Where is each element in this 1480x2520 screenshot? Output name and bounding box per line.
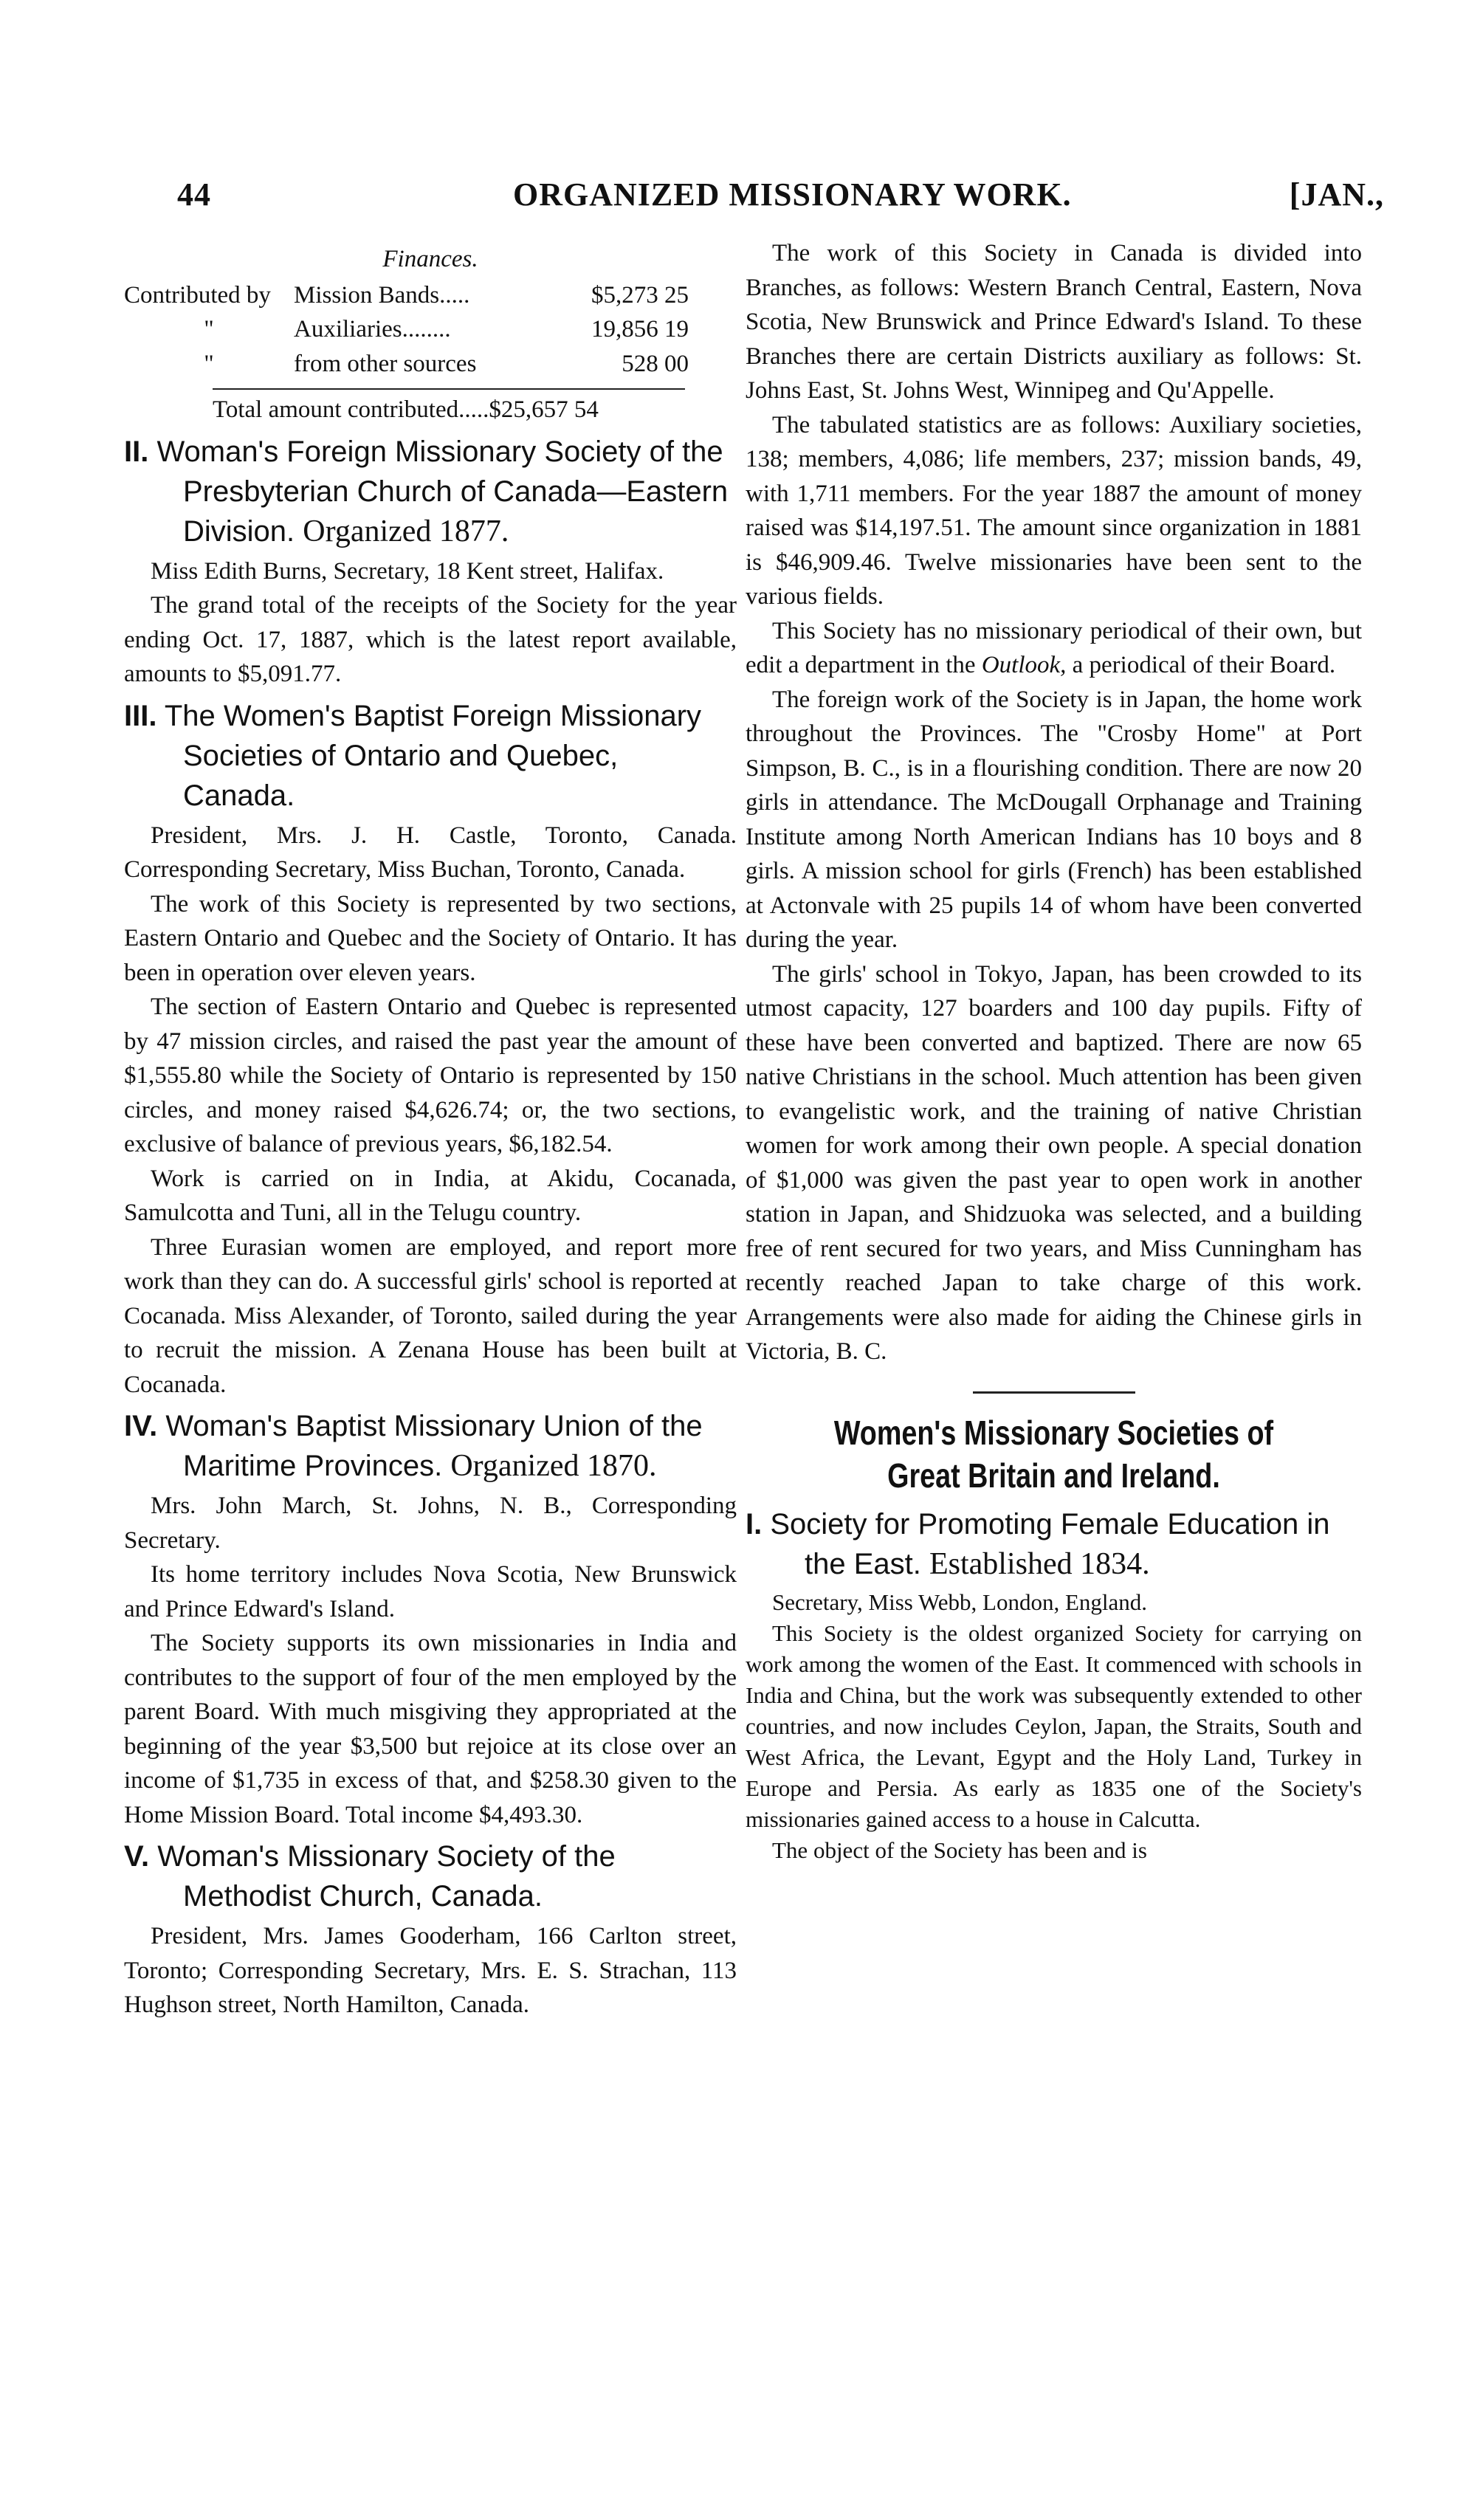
finance-row [124, 347, 737, 382]
section-established: Established 1834. [929, 1546, 1150, 1581]
finance-row-amount: 528 00 [622, 350, 689, 377]
finances-title: Finances. [382, 246, 478, 272]
paragraph: The work of this Society in Canada is divided into Branches, as follows: Western Branch Central, Eastern, Nova Scotia, New Brunswick and Prince Edward's Island. To these Branches there are certain Districts auxiliary as follows: St. Johns East, St. Johns West, Winnipeg and Qu'Appelle. [746, 240, 1362, 404]
paragraph: President, Mrs. J. H. Castle, Toronto, Canada. Corresponding Secretary, Miss Buchan, Toronto, Canada. [124, 822, 737, 883]
section-heading [124, 432, 737, 551]
paragraph: The tabulated statistics are as follows: Auxiliary societies, 138; members, 4,086; life members, 237; mission bands, 49, with 1,711 members. For the year 1887 the amount of money raised was $14,197.51. The amount since organization in 1881 is $46,909.46. Twelve missionaries have been sent to the various fields. [746, 411, 1362, 610]
section-title: Society for Promoting Female Education in the East. [770, 1507, 1330, 1580]
finance-row-label: Auxiliaries........ [294, 316, 451, 342]
section-title: Woman's Baptist Missionary Union of the Maritime Provinces. [165, 1410, 703, 1482]
paragraph-text: a periodical of their Board. [1072, 652, 1336, 678]
finance-row-label: Mission Bands..... [294, 281, 470, 309]
section-heading [124, 1836, 737, 1916]
paragraph-text: This Society has no missionary periodical of their own, but edit a department in the [746, 617, 1362, 678]
paragraph: Miss Edith Burns, Secretary, 18 Kent street, Halifax. [151, 557, 664, 585]
finance-total: Total amount contributed.....$25,657 54 [213, 388, 685, 427]
chapter-heading: Women's Missionary Societies of Great Britain and Ireland. [833, 1413, 1274, 1495]
section-heading [124, 696, 737, 816]
paragraph: The foreign work of the Society is in Japan, the home work throughout the Provinces. The "Crosby Home" at Port Simpson, B. C., is in a flourishing condition. There are now 20 girls in attendance. The McDougall Orphanage and Training Institute among North American Indians has 10 boys and 8 girls. A mission school for girls (French) has been established at Actonvale with 25 pupils 14 of whom have been converted during the year. [746, 686, 1362, 953]
section-number: IV. [124, 1410, 158, 1442]
paragraph: The girls' school in Tokyo, Japan, has been crowded to its utmost capacity, 127 boarders and 100 day pupils. Fifty of these have been converted and baptized. There are now 65 native Christians in the school. Much attention has been given to evangelistic work, and the training of native Christian women for work among their own people. A special donation of $1,000 was given the past year to open work in another station in Japan, and Shidzuoka was selected, and a building free of rent secured for two years, and Miss Cunningham has recently reached Japan to take charge of this work. Arrangements were also made for aiding the Chinese girls in Victoria, B. C. [746, 960, 1362, 1365]
periodical-title: Outlook, [981, 652, 1067, 678]
finance-row-amount: $5,273 25 [591, 281, 689, 309]
section-title: Woman's Foreign Missionary Society of the Presbyterian Church of Canada—Eastern Division. [156, 435, 729, 548]
finance-row-prefix: Contributed by [124, 281, 271, 309]
section-heading [124, 1406, 737, 1486]
paragraph: Three Eurasian women are employed, and report more work than they can do. A successful girls' school is reported at Cocanada. Miss Alexander, of Toronto, sailed during the year to recruit the mission. A Zenana House has been built at Cocanada. [124, 1233, 737, 1398]
paragraph: Its home territory includes Nova Scotia, New Brunswick and Prince Edward's Island. [124, 1561, 737, 1622]
right-column [746, 236, 1362, 1866]
paragraph [746, 614, 1362, 683]
finance-row-prefix: " [204, 350, 214, 377]
finance-row-prefix: " [204, 316, 214, 342]
finance-row [124, 278, 737, 313]
section-number: I. [746, 1507, 763, 1540]
finance-row [124, 312, 737, 347]
section-number: V. [124, 1840, 150, 1873]
section-established: Organized 1877. [303, 514, 509, 548]
paragraph: This Society is the oldest organized Society for carrying on work among the women of the East. It commenced with schools in India and China, but the work was subsequently extended to other countries, and now includes Ceylon, Japan, the Straits, South and West Africa, the Levant, Egypt and the Holy Land, Turkey in Europe and Persia. As early as 1835 one of the Society's missionaries gained access to a house in Calcutta. [746, 1619, 1362, 1832]
paragraph: Mrs. John March, St. Johns, N. B., Corresponding Secretary. [124, 1493, 737, 1554]
section-divider [973, 1391, 1135, 1394]
paragraph: Secretary, Miss Webb, London, England. [772, 1588, 1148, 1615]
section-established: Organized 1870. [450, 1449, 657, 1483]
header-month: [JAN., [1289, 176, 1384, 213]
section-title: The Women's Baptist Foreign Missionary Societies of Ontario and Quebec, Canada. [164, 699, 702, 812]
paragraph: The object of the Society has been and is [772, 1836, 1147, 1863]
paragraph: The Society supports its own missionaries in India and contributes to the support of four of the men employed by the parent Board. With much misgiving they appropriated at the beginning of the year $3,500 but rejoice at its close over an income of $1,735 in excess of that, and $258.30 given to the Home Mission Board. Total income $4,493.30. [124, 1630, 737, 1828]
paragraph: President, Mrs. James Gooderham, 166 Carlton street, Toronto; Corresponding Secretary, Mrs. E. S. Strachan, 113 Hughson street, North Hamilton, Canada. [124, 1923, 737, 2018]
section-heading [746, 1504, 1362, 1584]
finance-row-label: from other sources [294, 350, 477, 377]
section-title: Woman's Missionary Society of the Methodist Church, Canada. [157, 1840, 616, 1913]
paragraph: Work is carried on in India, at Akidu, Cocanada, Samulcotta and Tuni, all in the Telugu country. [124, 1165, 737, 1226]
section-number: II. [124, 435, 149, 468]
page-header [140, 176, 1384, 227]
left-column [124, 236, 737, 2022]
running-title: ORGANIZED MISSIONARY WORK. [513, 176, 1072, 213]
finance-row-amount: 19,856 19 [591, 316, 689, 342]
paragraph: The grand total of the receipts of the Society for the year ending Oct. 17, 1887, which is the latest report available, amounts to $5,091.77. [124, 592, 737, 687]
page-number: 44 [177, 176, 211, 213]
paragraph: The work of this Society is represented by two sections, Eastern Ontario and Quebec and the Society of Ontario. It has been in operation over eleven years. [124, 890, 737, 986]
paragraph: The section of Eastern Ontario and Quebec is represented by 47 mission circles, and raised the past year the amount of $1,555.80 while the Society of Ontario is represented by 150 circles, and money raised $4,626.74; or, the two sections, exclusive of balance of previous years, $6,182.54. [124, 994, 737, 1157]
section-number: III. [124, 699, 157, 732]
